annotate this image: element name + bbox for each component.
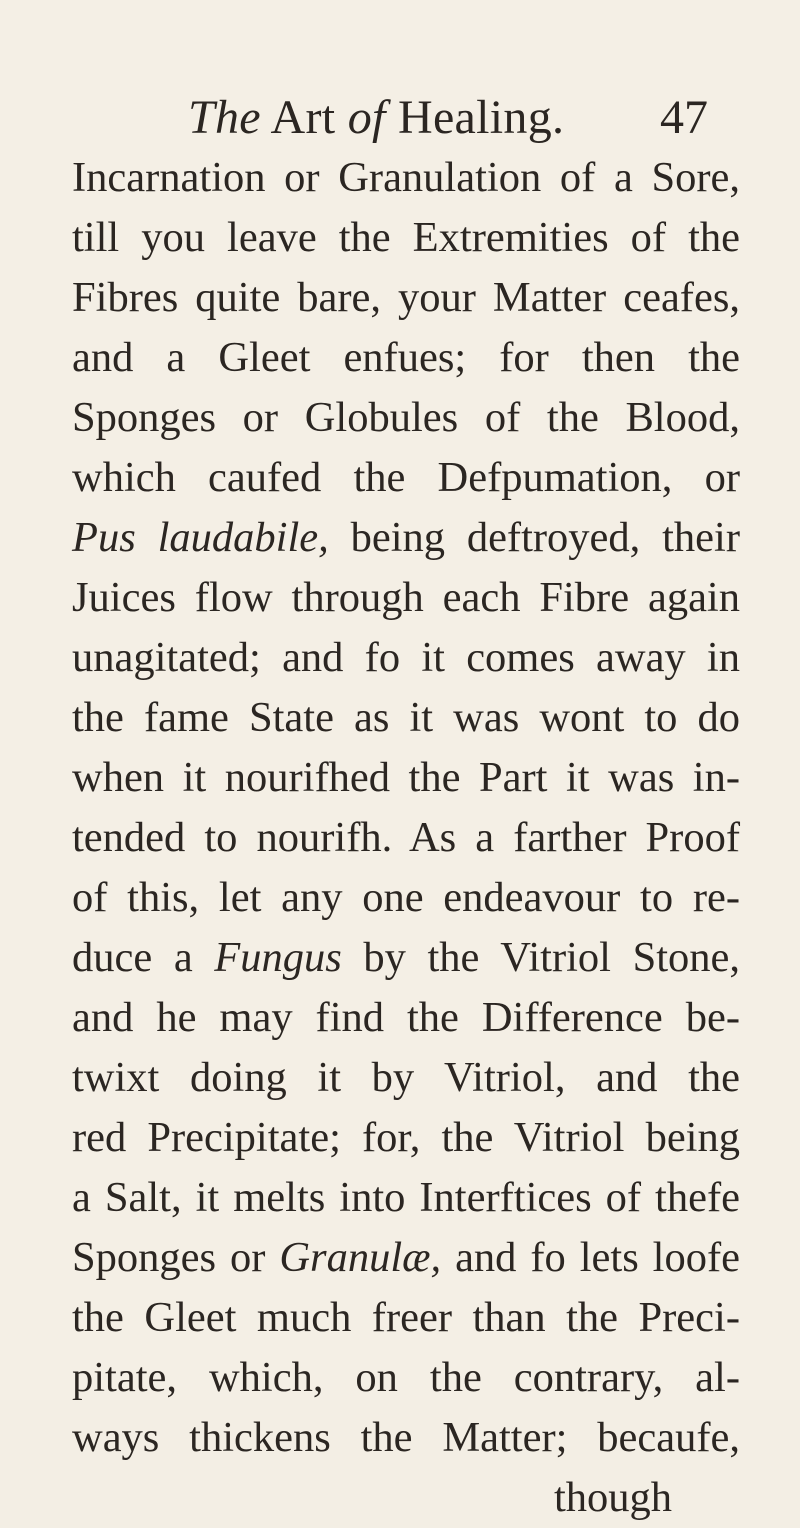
text-line: Fibres quite bare, your Matter ceafes, (72, 274, 740, 321)
page-number: 47 (660, 91, 708, 144)
text-line: of this, let any one endeavour to re- (72, 874, 740, 921)
text-line: when it nourifhed the Part it was in- (72, 754, 740, 801)
text-line: tended to nourifh. As a farther Proof (72, 814, 740, 861)
text-line: pitate, which, on the contrary, al- (72, 1354, 740, 1401)
text-fragment: by the Vitriol Stone, (363, 934, 741, 981)
text-fragment: Sponges or (72, 1234, 280, 1281)
text-line: Juices flow through each Fibre again (72, 574, 740, 621)
text-line: unagitated; and fo it comes away in (72, 634, 740, 681)
text-line: and a Gleet enfues; for then the (72, 334, 740, 381)
text-line: and he may find the Difference be- (72, 994, 740, 1041)
text-line: ways thickens the Matter; becaufe, (72, 1414, 740, 1461)
catchword: though (553, 1474, 672, 1521)
title-art: Art (260, 91, 348, 144)
text-line (72, 1228, 740, 1288)
text-line: till you leave the Extremities of the (72, 214, 740, 261)
text-line (72, 928, 740, 988)
text-fragment: and fo lets loofe (455, 1234, 741, 1281)
text-fragment: being deftroyed, their (350, 514, 740, 561)
text-line: the fame State as it was wont to do (72, 694, 740, 741)
granulae-term: Granulæ, (279, 1234, 442, 1281)
text-line: a Salt, it melts into Interftices of thefe (72, 1174, 740, 1221)
text-line: Sponges or Globules of the Blood, (72, 394, 740, 441)
running-title (188, 86, 564, 150)
text-fragment: duce a (72, 934, 215, 981)
fungus-term: Fungus (214, 934, 342, 981)
title-healing: Healing. (385, 91, 565, 144)
pus-laudabile-term: Pus laudabile, (72, 514, 329, 561)
text-line: the Gleet much freer than the Preci- (72, 1294, 740, 1341)
title-of: of (347, 91, 386, 144)
text-line: which caufed the Defpumation, or (72, 454, 740, 501)
page-header (0, 86, 800, 150)
text-line: twixt doing it by Vitriol, and the (72, 1054, 740, 1101)
text-line: red Precipitate; for, the Vitriol being (72, 1114, 740, 1161)
text-line (72, 508, 740, 568)
text-line: Incarnation or Granulation of a Sore, (72, 154, 740, 201)
title-the: The (188, 91, 261, 144)
